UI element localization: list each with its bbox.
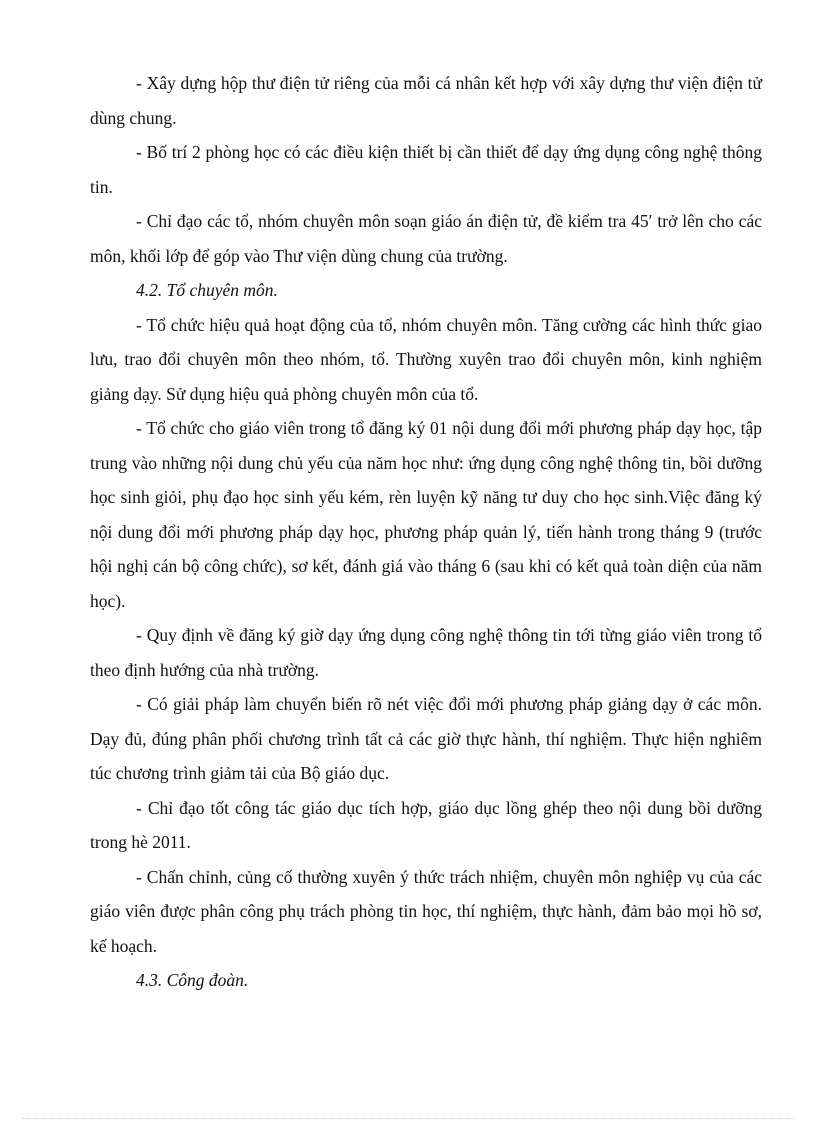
paragraph-electronic-lessons: - Chỉ đạo các tổ, nhóm chuyên môn soạn giáo án điện tử, đề kiểm tra 45′ trở lên cho các môn, khối lớp để góp vào Thư viện dùng chung của trường.	[90, 211, 762, 266]
document-body	[90, 66, 762, 998]
page-bottom-divider	[22, 1118, 794, 1119]
paragraph-method-reform: - Có giải pháp làm chuyển biến rõ nét việc đổi mới phương pháp giảng dạy ở các môn. Dạy đủ, đúng phân phối chương trình tất cả các giờ thực hành, thí nghiệm. Thực hiện nghiêm túc chương trình giảm tải của Bộ giáo dục.	[90, 694, 762, 783]
paragraph-integrated-education: - Chỉ đạo tốt công tác giáo dục tích hợp, giáo dục lồng ghép theo nội dung bồi dưỡng trong hè 2011.	[90, 797, 762, 852]
section-heading-subject-group: 4.2. Tổ chuyên môn.	[136, 280, 278, 300]
paragraph-it-lesson-registration: - Quy định về đăng ký giờ dạy ứng dụng công nghệ thông tin tới từng giáo viên trong tổ theo định hướng của nhà trường.	[90, 625, 762, 680]
section-heading-trade-union: 4.3. Công đoàn.	[136, 970, 249, 990]
paragraph-staff-responsibility: - Chấn chỉnh, củng cố thường xuyên ý thức trách nhiệm, chuyên môn nghiệp vụ của các giáo viên được phân công phụ trách phòng tin học, thí nghiệm, thực hành, đảm bảo mọi hồ sơ, kế hoạch.	[90, 866, 762, 956]
paragraph-teaching-innovation: - Tổ chức cho giáo viên trong tổ đăng ký 01 nội dung đổi mới phương pháp dạy học, tập trung vào những nội dung chủ yếu của năm học như: ứng dụng công nghệ thông tin, bồi dưỡng học sinh giỏi, phụ đạo học sinh yếu kém, rèn luyện kỹ năng tư duy cho học sinh.Việc đăng ký nội dung đổi mới phương pháp dạy học, phương pháp quản lý, tiến hành trong tháng 9 (trước hội nghị cán bộ công chức), sơ kết, đánh giá vào tháng 6 (sau khi có kết quả toàn diện của năm học).	[90, 418, 762, 611]
paragraph-email-library: - Xây dựng hộp thư điện tử riêng của mỗi cá nhân kết hợp với xây dựng thư viện điện tử dùng chung.	[90, 73, 762, 128]
paragraph-it-classrooms: - Bố trí 2 phòng học có các điều kiện thiết bị cần thiết để dạy ứng dụng công nghệ thông tin.	[90, 142, 762, 197]
paragraph-group-activities: - Tổ chức hiệu quả hoạt động của tổ, nhóm chuyên môn. Tăng cường các hình thức giao lưu, trao đổi chuyên môn theo nhóm, tổ. Thường xuyên trao đổi chuyên môn, kinh nghiệm giảng dạy. Sử dụng hiệu quả phòng chuyên môn của tổ.	[90, 314, 762, 404]
